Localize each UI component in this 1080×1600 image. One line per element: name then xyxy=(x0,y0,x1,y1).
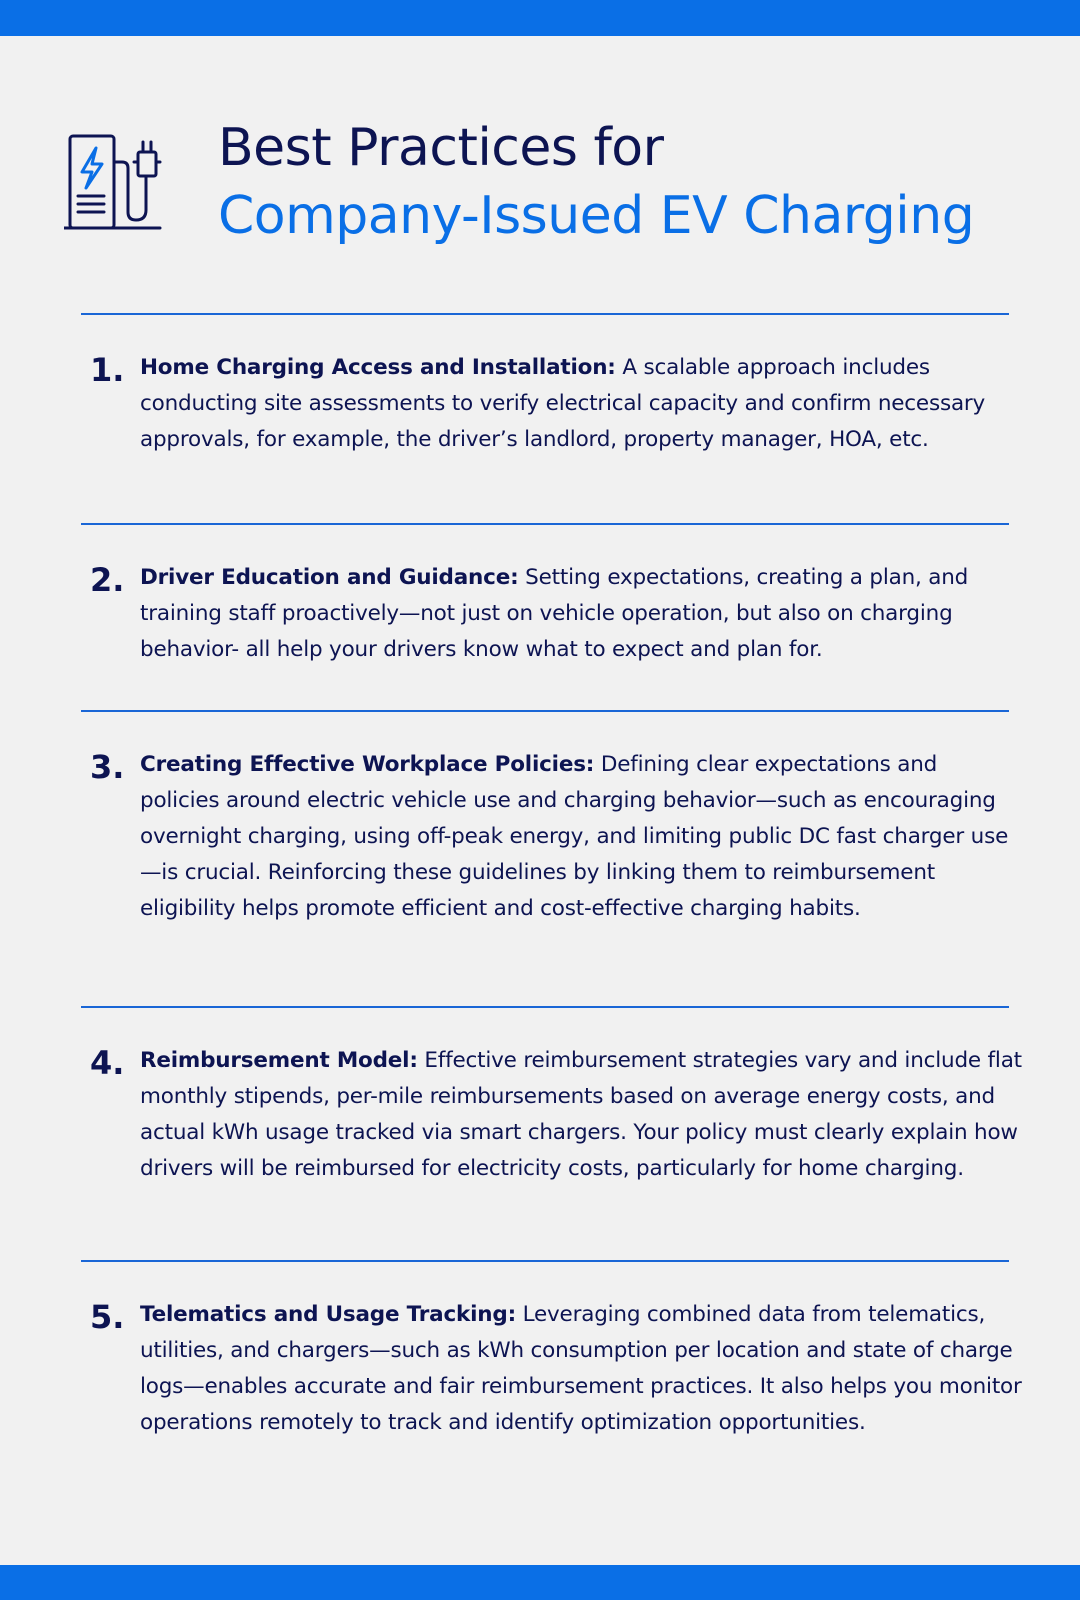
item-number: 4. xyxy=(90,1044,125,1082)
item-heading: Home Charging Access and Installation: xyxy=(140,355,616,380)
list-item-2 xyxy=(88,560,1023,668)
item-number: 2. xyxy=(90,561,125,599)
item-body: Setting expectations, creating a plan, and training staff proactively—not just on vehicle operation, but also on charging behavior- all help your drivers know what to expect and plan for. xyxy=(140,565,969,662)
item-text xyxy=(140,1297,1023,1441)
item-text xyxy=(140,1043,1023,1187)
list-item-4 xyxy=(88,1043,1023,1187)
ev-charger-icon xyxy=(64,132,164,236)
item-number: 1. xyxy=(90,351,125,389)
item-body: Effective reimbursement strategies vary and include flat monthly stipends, per-mile reimbursements based on average energy costs, and actual kWh usage tracked via smart chargers. Your policy must clearly explain how drivers will be reimbursed for electricity costs, particularly for home charging. xyxy=(140,1048,1022,1181)
list-item-1 xyxy=(88,350,1023,458)
title-line-2: Company-Issued EV Charging xyxy=(218,186,975,246)
divider-1 xyxy=(81,313,1009,315)
list-item-5 xyxy=(88,1297,1023,1441)
title-line-1: Best Practices for xyxy=(218,118,664,178)
item-text xyxy=(140,350,1023,458)
item-heading: Driver Education and Guidance: xyxy=(140,565,519,590)
divider-4 xyxy=(81,1006,1009,1008)
top-accent-bar xyxy=(0,0,1080,36)
item-heading: Creating Effective Workplace Policies: xyxy=(140,752,595,777)
item-heading: Telematics and Usage Tracking: xyxy=(140,1302,516,1327)
item-number: 3. xyxy=(90,748,125,786)
divider-3 xyxy=(81,710,1009,712)
list-item-3 xyxy=(88,747,1023,927)
item-body: Leveraging combined data from telematics, utilities, and chargers—such as kWh consumption per location and state of charge logs—enables accurate and fair reimbursement practices. It also helps you monitor operations remotely to track and identify optimization opportunities. xyxy=(140,1302,1022,1435)
item-text xyxy=(140,747,1023,927)
page-title xyxy=(218,114,1058,250)
item-heading: Reimbursement Model: xyxy=(140,1048,418,1073)
item-body: A scalable approach includes conducting site assessments to verify electrical capacity and confirm necessary approvals, for example, the driver’s landlord, property manager, HOA, etc. xyxy=(140,355,986,452)
item-text xyxy=(140,560,1023,668)
item-number: 5. xyxy=(90,1298,125,1336)
divider-5 xyxy=(81,1260,1009,1262)
divider-2 xyxy=(81,523,1009,525)
item-body: Defining clear expectations and policies around electric vehicle use and charging behavior—such as encouraging overnight charging, using off-peak energy, and limiting public DC fast charger use—is crucial. Reinforcing these guidelines by linking them to reimbursement eligibility helps promote efficient and cost-effective charging habits. xyxy=(140,752,1009,921)
bottom-accent-bar xyxy=(0,1565,1080,1600)
